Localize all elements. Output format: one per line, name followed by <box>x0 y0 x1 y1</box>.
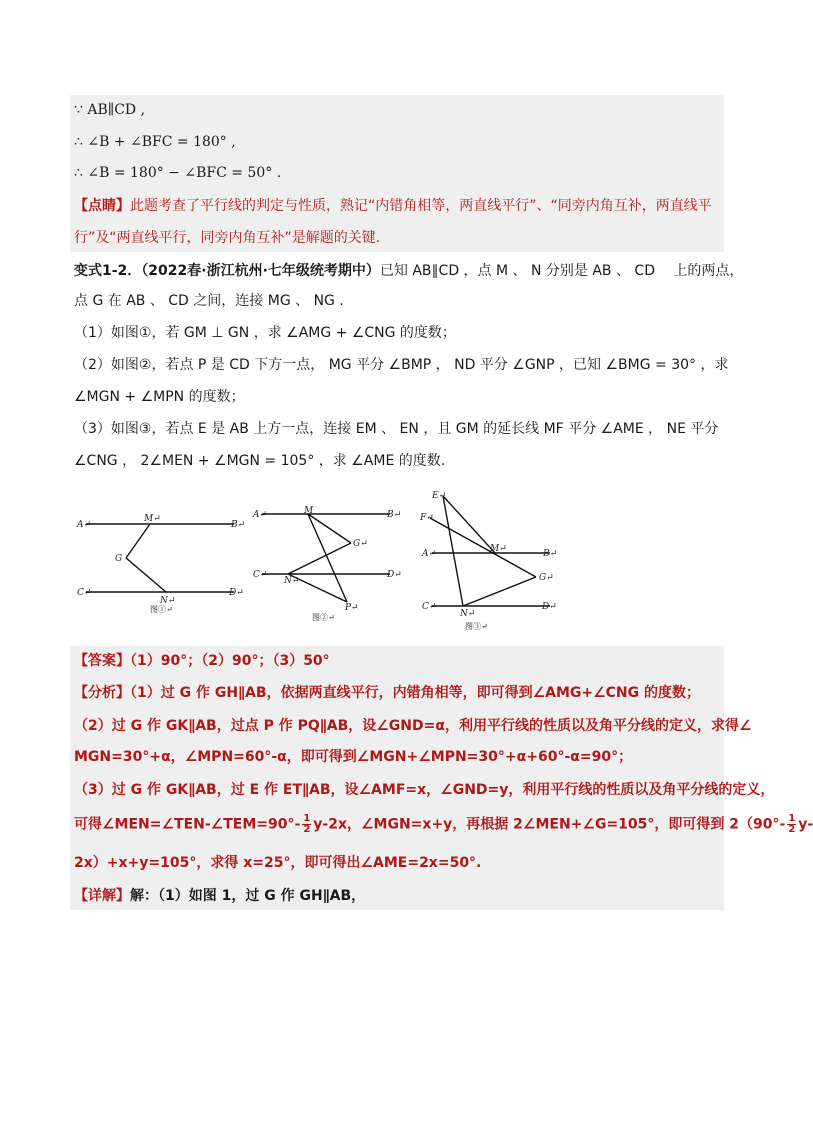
fig2-segment-gn <box>288 543 351 574</box>
fig3-segment-em <box>443 496 495 553</box>
problem-source: （2022春·浙江杭州·七年级统考期中） <box>141 263 380 279</box>
problem-stem-line-1 <box>74 261 743 281</box>
detail-text: 解：（1）如图 1，过 G 作 GH∥AB， <box>130 888 366 904</box>
problem-stem-line-2: 点 G 在 AB 、 CD 之间，连接 MG 、 NG . <box>74 293 344 309</box>
fig3-segment-fg <box>430 518 536 577</box>
analysis-line-2: （2）过 G 作 GK∥AB，过点 P 作 PQ∥AB，设∠GND=α，利用平行线的性质以及角平分线的定义，求得∠ <box>74 718 752 734</box>
fig2-label-n: N↵ <box>284 576 300 586</box>
analysis-tag: 【分析】 <box>74 685 130 701</box>
fig3-label-e: E↵ <box>432 491 447 501</box>
analysis-line-4: （3）过 G 作 GK∥AB，过 E 作 ET∥AB，设∠AMF=x，∠GND=y，利用平行线的性质以及角平分线的定义， <box>74 782 775 798</box>
comment-line-2: 行”及“两直线平行，同旁内角互补”是解题的关键. <box>74 230 381 246</box>
answer-tag: 【答案】 <box>74 653 130 669</box>
answer-text: （1）90°；（2）90°；（3）50° <box>130 653 330 669</box>
fig1-label-g: G <box>115 554 123 564</box>
detail-tag: 【详解】 <box>74 888 130 904</box>
fig1-label-n: N↵ <box>160 596 176 606</box>
fig2-label-m: M <box>304 506 314 516</box>
fig3-label-b: B↵ <box>543 549 558 559</box>
problem-stem-1: 已知 AB∥CD ，点 M 、 N 分别是 AB 、 CD 上的两点， <box>379 263 744 279</box>
fig1-segment-gn <box>126 558 166 592</box>
fig2-caption: 图②↵ <box>312 613 335 622</box>
fig2-label-b: B↵ <box>387 510 402 520</box>
fig3-caption: 图③↵ <box>465 622 488 631</box>
solution-line-1: ∵ AB∥CD , <box>74 102 146 118</box>
figure-3 <box>418 488 568 636</box>
solution-line-3: ∴ ∠B = 180° − ∠BFC = 50° . <box>74 165 282 181</box>
fig3-label-g: G↵ <box>539 573 554 583</box>
fraction-one-half: $\frac{1}{2}$ <box>303 813 311 835</box>
detail-line <box>74 886 365 906</box>
problem-label: 变式1-2． <box>74 263 142 279</box>
fig1-label-a: A↵ <box>77 520 92 530</box>
question-2-line-1: （2）如图②，若点 P 是 CD 下方一点， MG 平分 ∠BMP ， ND 平分 ∠GNP ，已知 ∠BMG = 30° ，求 <box>74 357 729 373</box>
fig3-label-c: C↵ <box>422 602 437 612</box>
comment-line-1 <box>74 196 712 216</box>
analysis-line-6: 2x）+x+y=105°，求得 x=25°，即可得出∠AME=2x=50°. <box>74 855 482 871</box>
analysis-text-1: （1）过 G 作 GH∥AB，依据两直线平行，内错角相等，即可得到∠AMG+∠CNG 的度数； <box>130 685 701 701</box>
comment-tag: 【点睛】 <box>74 198 130 214</box>
fig2-label-p: P↵ <box>345 603 359 613</box>
analysis-text-5b: y-2x，∠MGN=x+y，再根据 2∠MEN+∠G=105°，即可得到 2（90°- <box>313 816 786 833</box>
fig3-label-m: M↵ <box>490 544 507 554</box>
fig2-label-a: A↵ <box>253 510 268 520</box>
fig1-segment-mg <box>126 524 150 558</box>
fig3-label-a: A↵ <box>422 549 437 559</box>
fig1-label-c: C↵ <box>77 588 92 598</box>
question-3-line-2: ∠CNG ， 2∠MEN + ∠MGN = 105° ，求 ∠AME 的度数. <box>74 453 446 469</box>
fig2-label-c: C↵ <box>253 570 268 580</box>
fig3-label-f: F↵ <box>420 513 434 523</box>
analysis-line-1 <box>74 683 700 703</box>
answer-line <box>74 651 330 671</box>
fig1-caption: 图①↵ <box>150 605 173 614</box>
fig3-segment-gn <box>463 577 536 606</box>
figure-2 <box>250 502 410 627</box>
comment-text-1: 此题考查了平行线的判定与性质，熟记“内错角相等，两直线平行”、“同旁内角互补，两直线平 <box>130 198 712 214</box>
analysis-line-5 <box>74 814 813 835</box>
question-3-line-1: （3）如图③，若点 E 是 AB 上方一点，连接 EM 、 EN ，且 GM 的延长线 MF 平分 ∠AME ， NE 平分 <box>74 421 719 437</box>
question-1: （1）如图①，若 GM ⊥ GN ，求 ∠AMG + ∠CNG 的度数； <box>74 325 456 341</box>
figure-1 <box>74 510 254 620</box>
analysis-text-5c: y- <box>798 816 813 833</box>
analysis-line-3: MGN=30°+α，∠MPN=60°-α，即可得到∠MGN+∠MPN=30°+α+60°-α=90°； <box>74 749 633 765</box>
fig1-label-b: B↵ <box>231 520 246 530</box>
fig1-label-d: D↵ <box>229 588 244 598</box>
fig2-label-d: D↵ <box>387 570 402 580</box>
fig1-label-m: M↵ <box>144 514 161 524</box>
fig3-label-d: D↵ <box>542 602 557 612</box>
fig3-segment-en <box>443 496 463 606</box>
question-2-line-2: ∠MGN + ∠MPN 的度数； <box>74 389 245 405</box>
analysis-text-5a: 可得∠MEN=∠TEN-∠TEM=90°- <box>74 816 301 833</box>
solution-line-2: ∴ ∠B + ∠BFC = 180° , <box>74 134 236 150</box>
fraction-one-half-2: $\frac{1}{2}$ <box>788 813 796 835</box>
fig3-label-n: N↵ <box>460 609 476 619</box>
fig2-label-g: G↵ <box>353 539 368 549</box>
